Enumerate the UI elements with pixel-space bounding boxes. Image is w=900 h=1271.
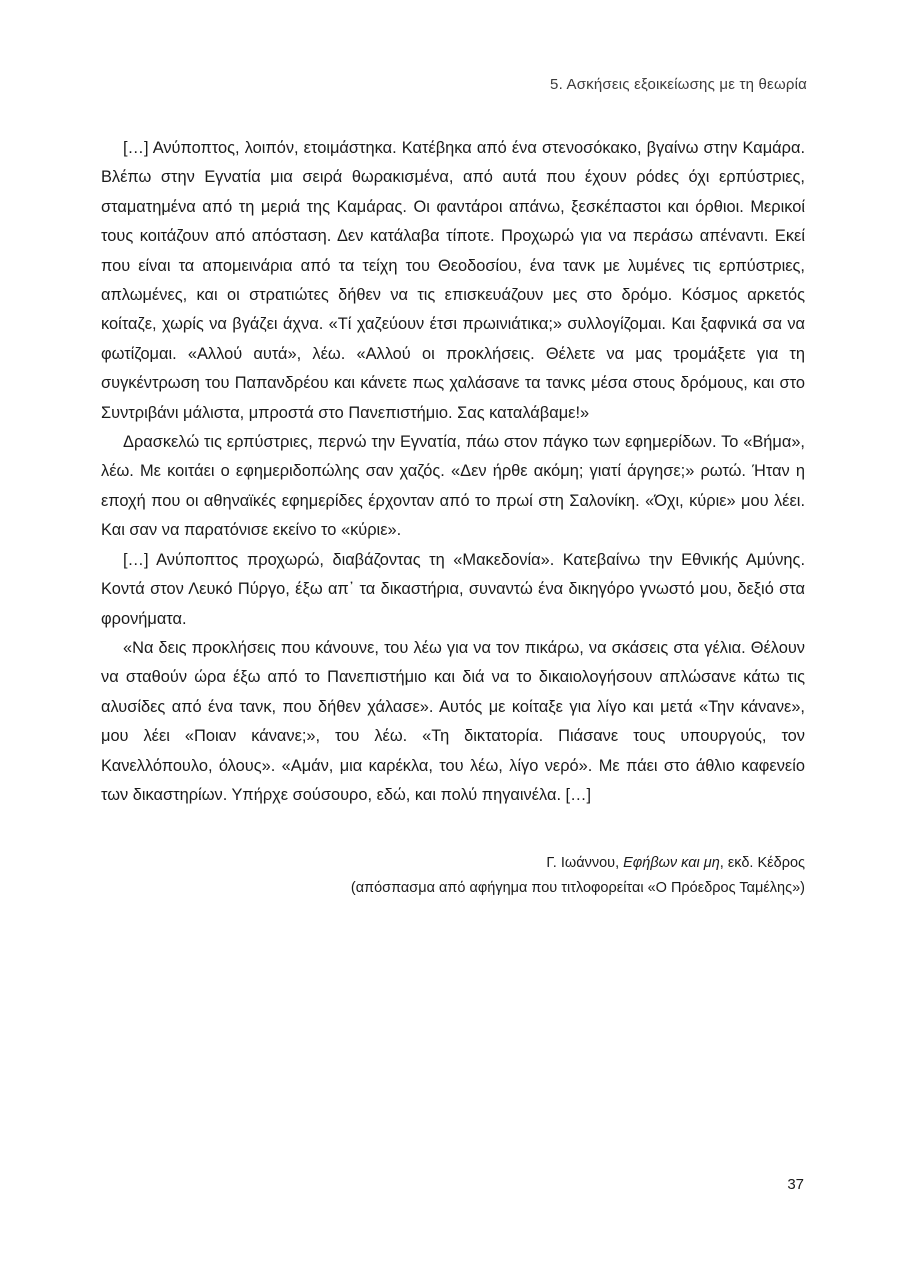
running-header: 5. Ασκήσεις εξοικείωσης με τη θεωρία — [550, 76, 807, 93]
citation-publisher: , εκδ. Κέδρος — [719, 855, 805, 871]
citation-note: (απόσπασμα από αφήγημα που τιτλοφορείται «Ο Πρόεδρος Ταμέλης») — [350, 880, 805, 896]
paragraph-3: […] Ανύποπτος προχωρώ, διαβάζοντας τη «Μακεδονία». Κατεβαίνω την Εθνικής Αμύνης. Κοντά στον Λευκό Πύργο, έξω απ᾽ τα δικαστήρια, συναντώ ένα δικηγόρο γνωστό μου, δεξιό στα φρονήματα. — [101, 550, 805, 628]
citation-line — [351, 851, 805, 876]
paragraph-4: «Να δεις προκλήσεις που κάνουνε, του λέω για να τον πικάρω, να σκάσεις στα γέλια. Θέλουν να σταθούν ώρα έξω από το Πανεπιστήμιο και διά να το δικαιολογήσουν απλώσανε κάτω τις αλυσίδες από ένα τανκ, που δήθεν χάλασε». Αυτός με κοίταξε για λίγο και μετά «Την κάνανε», μου λέει «Ποιαν κάνανε;», του λέω. «Τη δικτατορία. Πιάσανε τους υπουργούς, τον Κανελλόπουλο, όλους». «Αμάν, μια καρέκλα, του λέω, λίγο νερό». Με πάει στο άθλιο καφενείο των δικαστηρίων. Υπήρχε σούσουρο, εδώ, και πολύ πηγαινέλα. […] — [101, 638, 805, 804]
citation-book-title: Εφήβων και μη — [623, 855, 720, 871]
page-number: 37 — [787, 1176, 804, 1193]
story-excerpt — [101, 134, 805, 810]
paragraph-2: Δρασκελώ τις ερπύστριες, περνώ την Εγνατία, πάω στον πάγκο των εφημερίδων. Το «Βήμα», λέω. Με κοιτάει ο εφημεριδοπώλης σαν χαζός. «Δεν ήρθε ακόμη; γιατί άργησε;» ρωτώ. Ήταν η εποχή που οι αθηναϊκές εφημερίδες έρχονταν από το πρωί στη Σαλονίκη. «Όχι, κύριε» μου λέει. Και σαν να παρατόνισε εκείνο το «κύριε». — [101, 433, 805, 540]
citation-author: Γ. Ιωάννου, — [546, 855, 624, 871]
paragraph-1: […] Ανύποπτος, λοιπόν, ετοιμάστηκα. Κατέβηκα από ένα στενοσόκακο, βγαίνω στην Καμάρα. Βλέπω στην Εγνατία μια σειρά θωρακισμένα, από αυτά που έχουν ρόdες όχι ερπύστριες, σταματημένα από τη μεριά της Καμάρας. Οι φαντάροι απάνω, ξεσκέπαστοι και όρθιοι. Μερικοί τους κοιτάζουν από απόσταση. Δεν κατάλαβα τίποτε. Προχωρώ για να περάσω απέναντι. Εκεί που είναι τα απομεινάρια από τα τείχη του Θεοδοσίου, ένα τανκ με λυμένες τις ερπύστριες, απλωμένες, και οι στρατιώτες δήθεν να τις επισκευάζουν μες στο δρόμο. Κόσμος αρκετός κοίταζε, χωρίς να βγάζει άχνα. «Τί χαζεύουν έτσι πρωινιάτικα;» συλλογίζομαι. Και ξαφνικά σα να φωτίζομαι. «Αλλού αυτά», λέω. «Αλλού οι προκλήσεις. Θέλετε να μας τρομάξετε για τη συγκέντρωση του Παπανδρέου και κάνετε πως χαλάσανε τα τανκς μέσα στους δρόμους, και στο Συντριβάνι μάλιστα, μπροστά στο Πανεπιστήμιο. Σας καταλάβαμε!» — [101, 139, 805, 422]
source-citation — [351, 851, 805, 901]
